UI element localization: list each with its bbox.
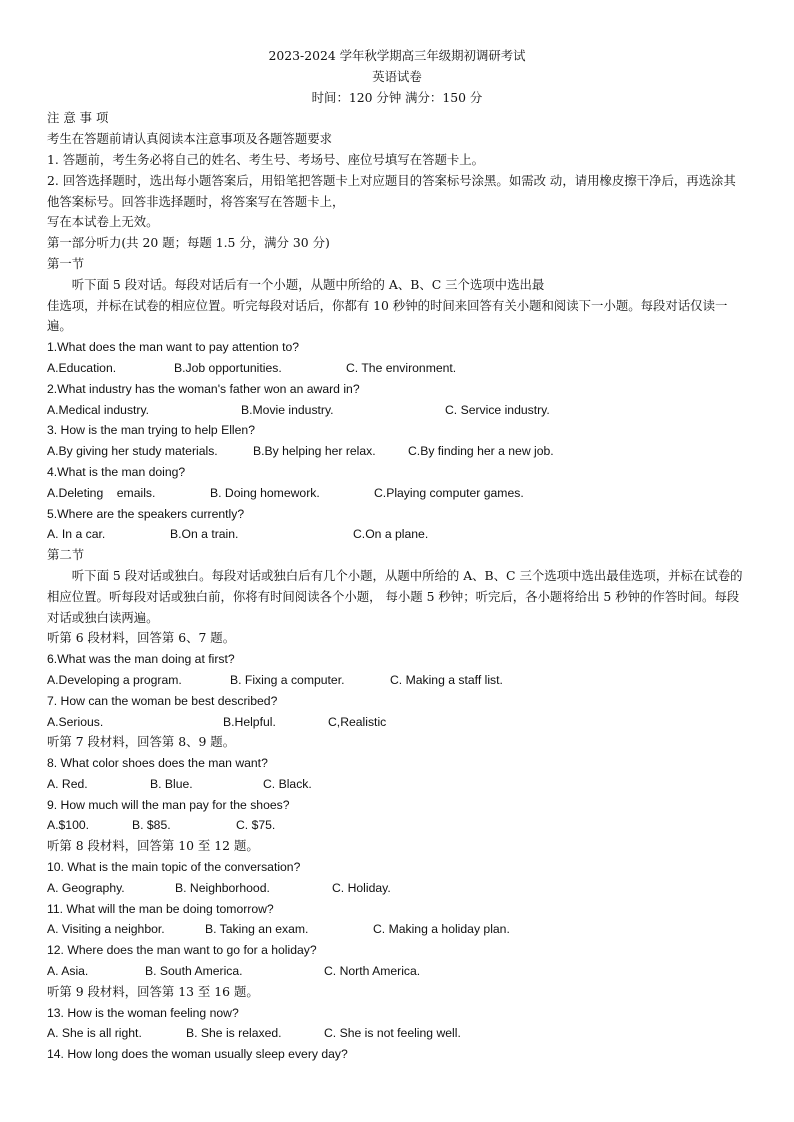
- option-b: B.On a train.: [170, 527, 239, 542]
- question-1: 1.What does the man want to pay attention to?: [47, 340, 300, 355]
- option-b: B. South America.: [145, 964, 243, 979]
- option-a: A. In a car.: [47, 527, 106, 542]
- material-8: 听第 8 段材料，回答第 10 至 12 题。: [47, 838, 259, 854]
- question-8: 8. What color shoes does the man want?: [47, 756, 268, 771]
- option-c: C. The environment.: [346, 360, 457, 375]
- option-c: C. Making a staff list.: [390, 672, 503, 687]
- option-c: C.On a plane.: [353, 527, 429, 542]
- question-7: 7. How can the woman be best described?: [47, 693, 278, 708]
- question-14: 14. How long does the woman usually sleep every day?: [47, 1047, 348, 1062]
- question-13: 13. How is the woman feeling now?: [47, 1005, 239, 1020]
- question-8-options: [47, 774, 747, 795]
- option-c: C. Making a holiday plan.: [373, 922, 510, 937]
- question-9: 9. How much will the man pay for the shoes?: [47, 797, 290, 812]
- option-b: B. Blue.: [150, 776, 193, 791]
- question-12: 12. Where does the man want to go for a holiday?: [47, 943, 317, 958]
- section2-instructions: 听下面 5 段对话或独白。每段对话或独白后有几个小题，从题中所给的 A、B、C 三个选项中选出最佳选项，并标在试卷的相应位置。听每段对话或独白前，你将有时间阅读各个小题， 每小题 5 秒钟；听完后，各小题将给出 5 秒钟的作答时间。每段对话或独白读两遍。: [47, 567, 743, 625]
- option-b: B. She is relaxed.: [186, 1026, 282, 1041]
- option-c: C.Playing computer games.: [374, 485, 524, 500]
- question-1-options: [47, 358, 747, 379]
- question-4-options: [47, 483, 747, 504]
- question-13-options: [47, 1023, 747, 1044]
- question-6: 6.What was the man doing at first?: [47, 652, 235, 667]
- material-7: 听第 7 段材料，回答第 8、9 题。: [47, 734, 236, 750]
- option-c: C,Realistic: [328, 714, 387, 729]
- notice-item-1: 1. 答题前，考生务必将自己的姓名、考生号、考场号、座位号填写在答题卡上。: [47, 151, 485, 167]
- notice-heading: 注 意 事 项: [47, 110, 109, 126]
- option-a: A. Geography.: [47, 880, 125, 895]
- notice-intro: 考生在答题前请认真阅读本注意事项及各题答题要求: [47, 131, 332, 147]
- section1-instructions-2: 佳选项，并标在试卷的相应位置。听完每段对话后，你都有 10 秒钟的时间来回答有关小题和阅读下一小题。每段对话仅读一遍。: [47, 297, 728, 334]
- exam-title: 2023-2024 学年秋学期高三年级期初调研考试: [268, 48, 526, 63]
- section1-instructions: 听下面 5 段对话。每段对话后有一个小题，从题中所给的 A、B、C 三个选项中选出最: [71, 276, 545, 292]
- option-b: B.Job opportunities.: [174, 360, 282, 375]
- question-11: 11. What will the man be doing tomorrow?: [47, 901, 274, 916]
- option-b: B.Movie industry.: [241, 402, 334, 417]
- material-9: 听第 9 段材料，回答第 13 至 16 题。: [47, 983, 259, 999]
- section1-heading: 第一节: [47, 255, 85, 271]
- subject-title: 英语试卷: [372, 68, 422, 84]
- option-b: B. Taking an exam.: [205, 922, 309, 937]
- question-2: 2.What industry has the woman's father won an award in?: [47, 381, 360, 396]
- question-3-options: [47, 441, 747, 462]
- option-a: A. She is all right.: [47, 1026, 142, 1041]
- notice-item-2: 2. 回答选择题时，选出每小题答案后，用铅笔把答题卡上对应题目的答案标号涂黑。如需改 动，请用橡皮擦干净后，再选涂其他答案标号。回答非选择题时，将答案写在答题卡上，: [47, 172, 736, 209]
- option-b: B.By helping her relax.: [253, 444, 376, 459]
- option-b: B. Neighborhood.: [175, 880, 270, 895]
- option-c: C. Service industry.: [445, 402, 550, 417]
- option-b: B. Doing homework.: [210, 485, 320, 500]
- exam-page: [47, 46, 747, 1065]
- option-c: C. Black.: [263, 776, 312, 791]
- question-11-options: [47, 919, 747, 940]
- option-c: C. She is not feeling well.: [324, 1026, 461, 1041]
- option-a: A.Developing a program.: [47, 672, 182, 687]
- question-3: 3. How is the man trying to help Ellen?: [47, 423, 255, 438]
- option-a: A.Deleting emails.: [47, 485, 156, 500]
- option-a: A.$100.: [47, 818, 90, 833]
- option-a: A. Visiting a neighbor.: [47, 922, 165, 937]
- option-a: A.Education.: [47, 360, 117, 375]
- material-6: 听第 6 段材料，回答第 6、7 题。: [47, 630, 236, 646]
- question-5-options: [47, 524, 747, 545]
- option-a: A. Asia.: [47, 964, 89, 979]
- part1-heading: 第一部分听力(共 20 题；每题 1.5 分，满分 30 分): [47, 235, 330, 251]
- option-c: C. Holiday.: [332, 880, 391, 895]
- question-5: 5.Where are the speakers currently?: [47, 506, 245, 521]
- option-b: B.Helpful.: [223, 714, 276, 729]
- option-c: C. North America.: [324, 964, 421, 979]
- question-4: 4.What is the man doing?: [47, 464, 186, 479]
- question-7-options: [47, 712, 747, 733]
- option-b: B. Fixing a computer.: [230, 672, 345, 687]
- question-12-options: [47, 961, 747, 982]
- option-a: A.By giving her study materials.: [47, 444, 218, 459]
- notice-item-2b: 写在本试卷上无效。: [47, 214, 159, 230]
- question-2-options: [47, 400, 747, 421]
- question-9-options: [47, 815, 747, 836]
- section2-heading: 第二节: [47, 547, 85, 563]
- question-10-options: [47, 878, 747, 899]
- time-score: 时间：120 分钟 满分：150 分: [311, 89, 483, 105]
- option-a: A.Medical industry.: [47, 402, 150, 417]
- question-10: 10. What is the main topic of the conversation?: [47, 860, 301, 875]
- option-a: A. Red.: [47, 776, 88, 791]
- option-c: C. $75.: [236, 818, 276, 833]
- option-c: C.By finding her a new job.: [408, 444, 554, 459]
- option-a: A.Serious.: [47, 714, 104, 729]
- option-b: B. $85.: [132, 818, 171, 833]
- question-6-options: [47, 670, 747, 691]
